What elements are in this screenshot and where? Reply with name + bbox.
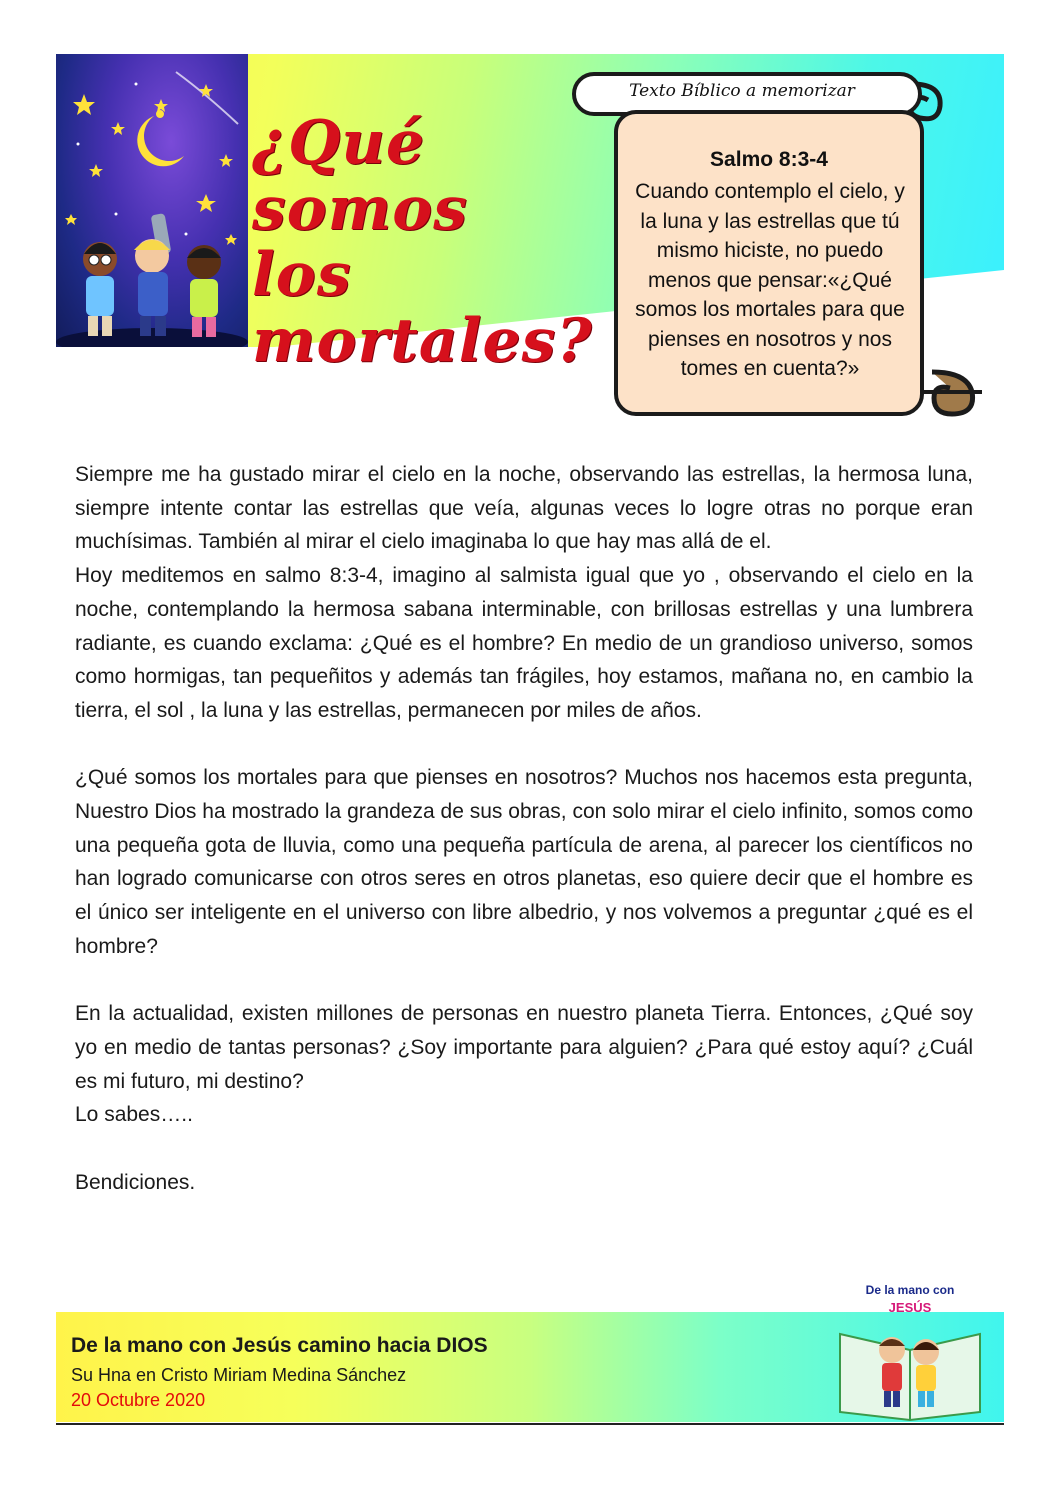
footer-title: De la mano con Jesús camino hacia DIOS [71, 1334, 488, 1357]
paragraph-spacer [75, 1132, 973, 1166]
night-sky-image [56, 54, 248, 347]
paragraph-5: Lo sabes….. [75, 1103, 193, 1127]
footer-date: 20 Octubre 2020 [71, 1390, 206, 1410]
paragraph-1: Siempre me ha gustado mirar el cielo en la noche, observando las estrellas, la hermosa luna, siempre intente contar las estrellas que veía, algunas veces lo logre otras no porque eran muchísimas. También al mirar el cielo imaginaba lo que hay mas allá de el. [75, 463, 973, 554]
devotional-body [75, 458, 973, 1199]
logo-text-top: De la mano con [865, 1283, 955, 1297]
ministry-logo [830, 1272, 990, 1422]
closing-blessing: Bendiciones. [75, 1170, 196, 1194]
paragraph-4: En la actualidad, existen millones de personas en nuestro planeta Tierra. Entonces, ¿Qué soy yo en medio de tantas personas? ¿Soy importante para alguien? ¿Para qué estoy aquí? ¿Cuál es mi futuro, mi destino? [75, 1002, 973, 1093]
title-line-2: los mortales? [252, 240, 593, 376]
logo-graphic [830, 1272, 990, 1422]
paragraph-3: ¿Qué somos los mortales para que pienses en nosotros? Muchos nos hacemos esta pregunta, Nuestro Dios ha mostrado la grandeza de sus obras, con solo mirar el cielo infinito, somos como una pequeña gota de lluvia, como una pequeña partícula de arena, al parecer los científicos no han logrado comunicarse con otros seres en otros planetas, eso quiere decir que el hombre es el único ser inteligente en el universo con libre albedrio, y nos volvemos a preguntar ¿qué es el hombre? [75, 766, 973, 958]
verse-reference: Salmo 8:3-4 [710, 148, 828, 171]
memory-label: Texto Bíblico a memorizar [629, 81, 855, 101]
page-title [252, 110, 612, 374]
scroll-body [614, 110, 924, 416]
title-line-1: ¿Qué somos [252, 108, 469, 244]
paragraph-2: Hoy meditemos en salmo 8:3-4, imagino al salmista igual que yo , observando el cielo en la noche, contemplando la hermosa sabana interminable, con brillosas estrellas y una lumbrera radiante, es cuando exclama: ¿Qué es el hombre? En medio de un grandioso universo, somos como hormigas, tan pequeñitos y además tan frágiles, hoy estamos, mañana no, en cambio la tierra, el sol , la luna y las estrellas, permanecen por miles de años. [75, 564, 973, 722]
footer-divider [56, 1423, 1004, 1425]
memory-verse-scroll [572, 72, 982, 422]
verse-text: Cuando contemplo el cielo, y la luna y las estrellas que tú mismo hiciste, no puedo menos que pensar:«¿Qué somos los mortales para que pienses en nosotros y nos tomes en cuenta?» [635, 180, 905, 380]
kids-stargazing-illustration [56, 54, 248, 347]
footer-author: Su Hna en Cristo Miriam Medina Sánchez [71, 1365, 407, 1385]
paragraph-spacer [75, 964, 973, 998]
paragraph-spacer [75, 728, 973, 762]
logo-text-name: JESÚS [888, 1300, 932, 1315]
